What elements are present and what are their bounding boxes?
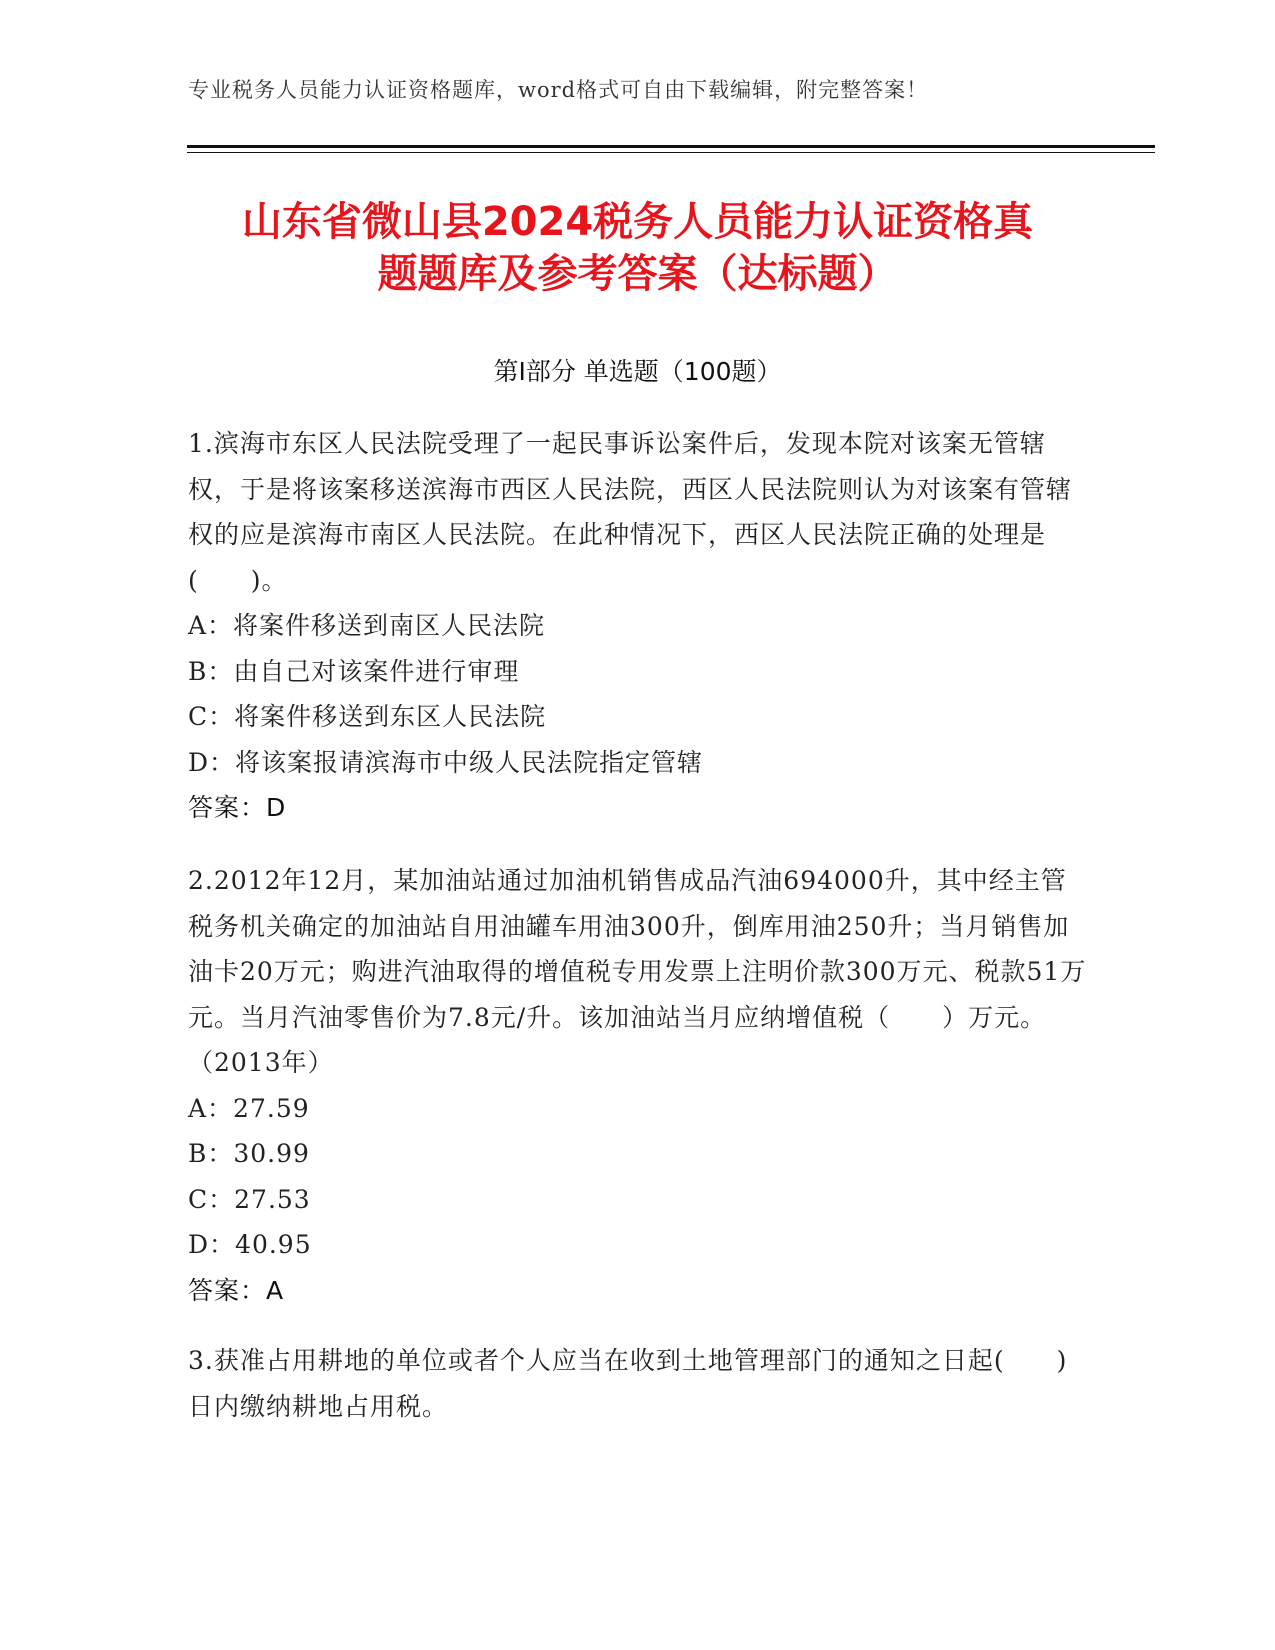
header-note: 专业税务人员能力认证资格题库，word格式可自由下载编辑，附完整答案！	[188, 78, 929, 102]
header-divider-thin	[187, 152, 1155, 153]
option-a: A：27.59	[188, 1093, 310, 1123]
title-line-2: 题题库及参考答案（达标题）	[377, 251, 898, 297]
option-d: D：将该案报请滨海市中级人民法院指定管辖	[188, 747, 704, 777]
option-b: B：由自己对该案件进行审理	[188, 656, 520, 686]
question-1	[188, 421, 1088, 831]
question-3	[188, 1338, 1088, 1429]
option-c: C：27.53	[188, 1184, 311, 1214]
section-title: 第Ⅰ部分 单选题（100题）	[493, 357, 782, 386]
question-text: 2.2012年12月，某加油站通过加油机销售成品汽油694000升，其中经主管税务机关确定的加油站自用油罐车用油300升，倒库用油250升；当月销售加油卡20万元；购进汽油取得的增值税专用发票上注明价款300万元、税款51万元。当月汽油零售价为7.8元/升。该加油站当月应纳增值税（ ）万元。（2013年）	[188, 866, 1087, 1077]
question-text: 3.获准占用耕地的单位或者个人应当在收到土地管理部门的通知之日起( )日内缴纳耕地占用税。	[188, 1346, 1068, 1421]
title-line-1: 山东省微山县2024税务人员能力认证资格真	[241, 199, 1034, 245]
option-a: A：将案件移送到南区人民法院	[188, 611, 546, 640]
question-2	[188, 858, 1088, 1313]
document-title	[150, 196, 1125, 300]
option-d: D：40.95	[188, 1230, 312, 1259]
answer: 答案：D	[188, 793, 287, 822]
question-text: 1.滨海市东区人民法院受理了一起民事诉讼案件后，发现本院对该案无管辖权，于是将该案移送滨海市西区人民法院，西区人民法院则认为对该案有管辖权的应是滨海市南区人民法院。在此种情况下，西区人民法院正确的处理是( )。	[188, 429, 1073, 595]
header-divider	[187, 145, 1155, 148]
option-c: C：将案件移送到东区人民法院	[188, 702, 547, 731]
answer: 答案：A	[188, 1275, 285, 1305]
option-b: B：30.99	[188, 1139, 310, 1168]
